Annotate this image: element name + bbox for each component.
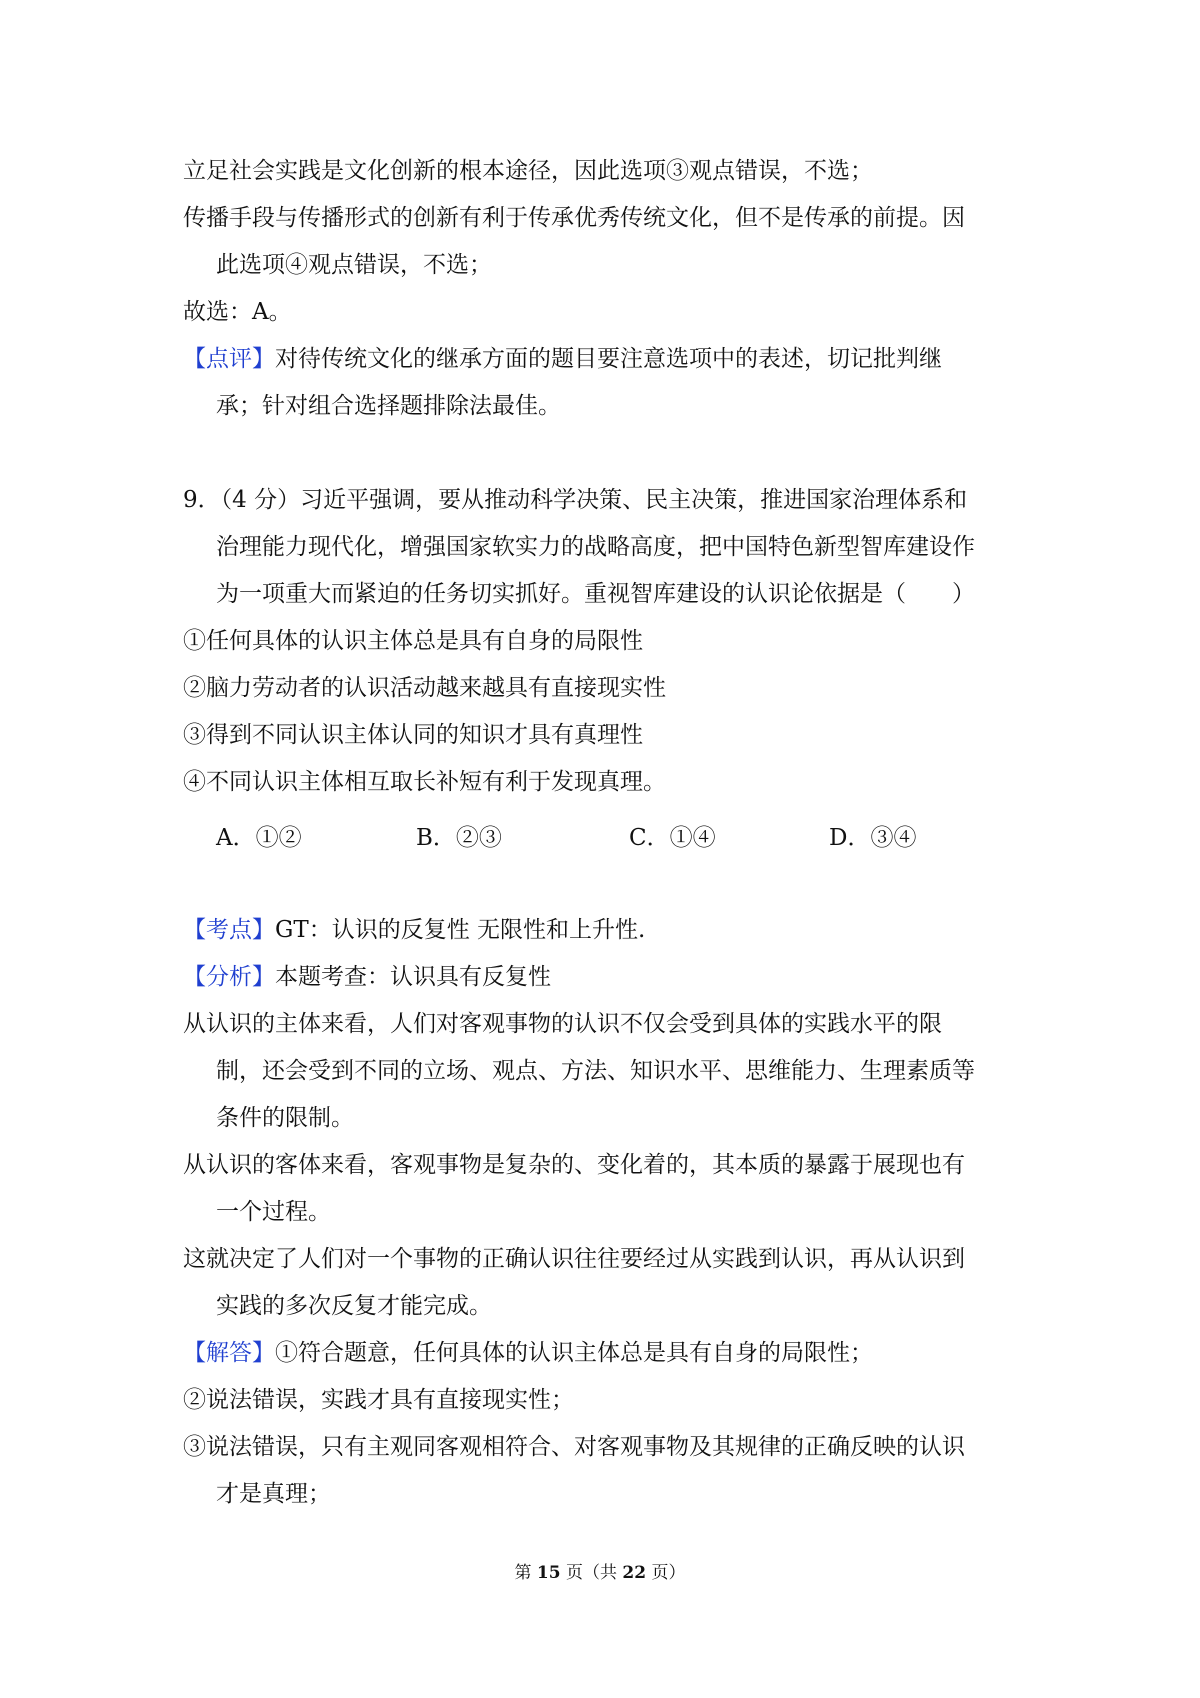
footer-total-pages: 22 (622, 1563, 647, 1583)
prev-answer-conclusion: 故选：A。 (183, 299, 292, 325)
footer-page-number: 15 (536, 1563, 561, 1583)
prev-answer-line-1: 立足社会实践是文化创新的根本途径，因此选项③观点错误，不选； (183, 158, 873, 184)
question-stem-line-3: 为一项重大而紧迫的任务切实抓好。重视智库建设的认识论依据是（ ） (216, 581, 975, 607)
jieda-line (183, 1338, 873, 1368)
page-footer (0, 1561, 1200, 1585)
statement-2: ②脑力劳动者的认识活动越来越具有直接现实性 (183, 675, 666, 701)
fenxi-line (183, 962, 551, 992)
footer-prefix: 第 (514, 1563, 532, 1583)
fenxi-p1-line-a: 从认识的主体来看，人们对客观事物的认识不仅会受到具体的实践水平的限 (183, 1011, 942, 1037)
statement-1: ①任何具体的认识主体总是具有自身的局限性 (183, 628, 643, 654)
question-stem-line-1: 9．（4 分）习近平强调，要从推动科学决策、民主决策，推进国家治理体系和 (183, 487, 968, 513)
jieda-line-2: ②说法错误，实践才具有直接现实性； (183, 1387, 574, 1413)
jieda-tag: 【解答】 (183, 1340, 275, 1366)
jieda-text: ①符合题意，任何具体的认识主体总是具有自身的局限性； (275, 1340, 873, 1366)
fenxi-p1-line-c: 条件的限制。 (216, 1105, 354, 1131)
kaodian-text: GT：认识的反复性 无限性和上升性. (275, 917, 646, 943)
fenxi-text: 本题考查：认识具有反复性 (275, 964, 551, 990)
fenxi-p3-line-b: 实践的多次反复才能完成。 (216, 1293, 492, 1319)
fenxi-p2-line-b: 一个过程。 (216, 1199, 331, 1225)
kaodian-tag: 【考点】 (183, 917, 275, 943)
fenxi-tag: 【分析】 (183, 964, 275, 990)
review-text-a: 对待传统文化的继承方面的题目要注意选项中的表述，切记批判继 (275, 346, 942, 372)
choice-c: C．①④ (629, 825, 716, 851)
prev-answer-line-2a: 传播手段与传播形式的创新有利于传承优秀传统文化，但不是传承的前提。因 (183, 205, 965, 231)
review-tag: 【点评】 (183, 346, 275, 372)
fenxi-p1-line-b: 制，还会受到不同的立场、观点、方法、知识水平、思维能力、生理素质等 (216, 1058, 975, 1084)
fenxi-p3-line-a: 这就决定了人们对一个事物的正确认识往往要经过从实践到认识，再从认识到 (183, 1246, 965, 1272)
footer-middle: 页（共 (566, 1563, 617, 1583)
kaodian-line (183, 915, 645, 945)
choice-a: A．①② (216, 825, 302, 851)
question-stem-line-2: 治理能力现代化，增强国家软实力的战略高度，把中国特色新型智库建设作 (216, 534, 975, 560)
footer-suffix: 页） (651, 1563, 686, 1583)
jieda-line-3a: ③说法错误，只有主观同客观相符合、对客观事物及其规律的正确反映的认识 (183, 1434, 965, 1460)
statement-3: ③得到不同认识主体认同的知识才具有真理性 (183, 722, 643, 748)
jieda-line-3b: 才是真理； (216, 1481, 331, 1507)
choice-d: D．③④ (829, 825, 917, 851)
review-line-b: 承；针对组合选择题排除法最佳。 (216, 393, 561, 419)
fenxi-p2-line-a: 从认识的客体来看，客观事物是复杂的、变化着的，其本质的暴露于展现也有 (183, 1152, 965, 1178)
prev-answer-line-2b: 此选项④观点错误，不选； (216, 252, 492, 278)
review-line-a (183, 344, 942, 374)
statement-4: ④不同认识主体相互取长补短有利于发现真理。 (183, 769, 666, 795)
choice-b: B．②③ (416, 825, 502, 851)
